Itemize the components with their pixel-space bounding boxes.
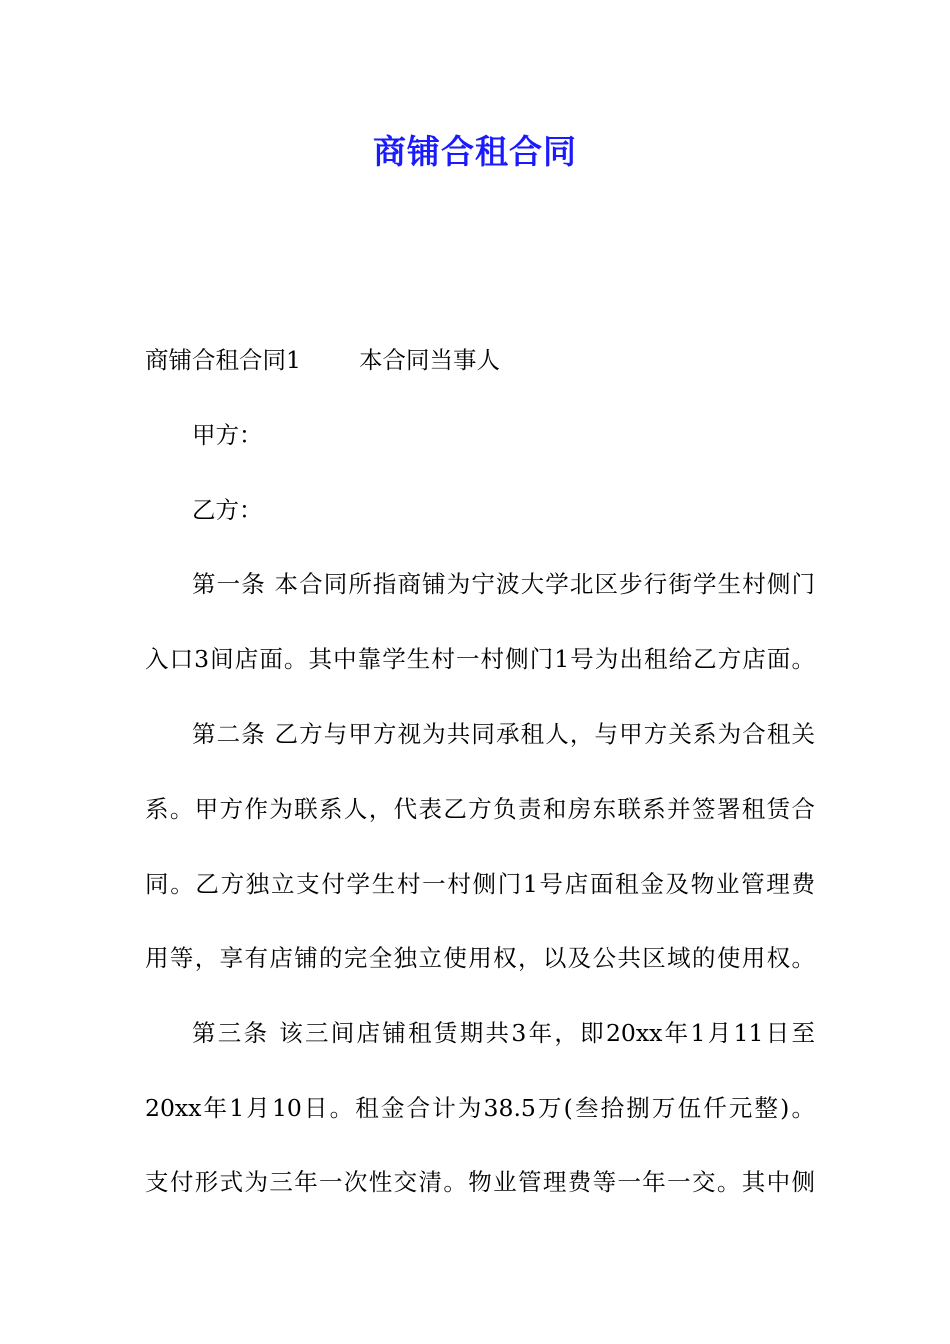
- article-3-line-3: 支付形式为三年一次性交清。物业管理费等一年一交。其中侧: [145, 1168, 815, 1196]
- article-3-line-2: 20xx年1月10日。租金合计为38.5万(叁拾捌万伍仟元整)。: [145, 1094, 815, 1122]
- party-b-line: 乙方：: [192, 496, 263, 524]
- article-2-line-2: 系。甲方作为联系人，代表乙方负责和房东联系并签署租赁合: [145, 795, 815, 823]
- article-2-line-1: 第二条 乙方与甲方视为共同承租人，与甲方关系为合租关: [192, 720, 815, 748]
- article-3-line-1: 第三条 该三间店铺租赁期共3年，即20xx年1月11日至: [192, 1019, 815, 1047]
- article-1-line-1: 第一条 本合同所指商铺为宁波大学北区步行街学生村侧门: [192, 570, 815, 598]
- document-title: 商铺合租合同: [373, 132, 577, 171]
- party-a-line: 甲方：: [192, 421, 263, 449]
- article-2-line-3: 同。乙方独立支付学生村一村侧门1号店面租金及物业管理费: [145, 870, 815, 898]
- article-1-line-2: 入口3间店面。其中靠学生村一村侧门1号为出租给乙方店面。: [145, 645, 815, 673]
- contract-number-label: 商铺合租合同1: [145, 346, 301, 374]
- parties-heading: 本合同当事人: [358, 346, 500, 374]
- heading-line: [145, 340, 815, 380]
- article-2-line-4: 用等，享有店铺的完全独立使用权，以及公共区域的使用权。: [145, 944, 815, 972]
